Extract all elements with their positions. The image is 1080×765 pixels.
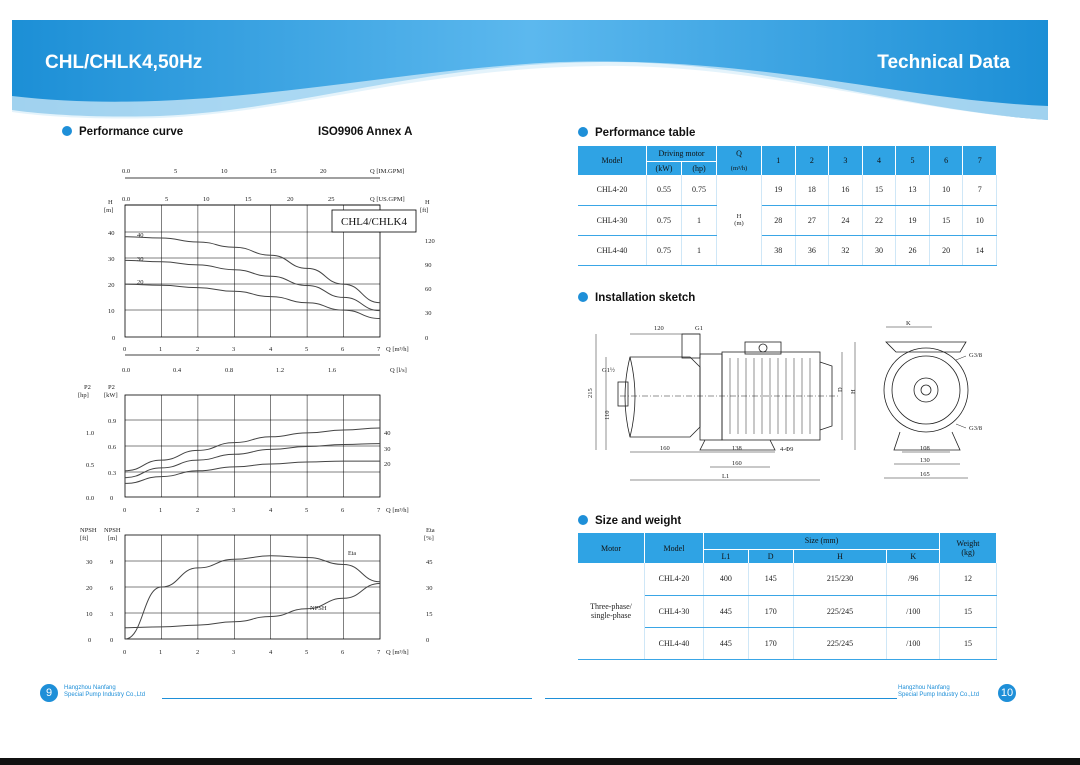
svg-text:0: 0: [123, 649, 127, 656]
svg-text:5: 5: [305, 507, 309, 514]
svg-text:0.0: 0.0: [122, 367, 131, 374]
svg-text:[kW]: [kW]: [104, 392, 118, 399]
svg-text:Q [m³/h]: Q [m³/h]: [386, 507, 409, 514]
svg-text:H: H: [108, 199, 113, 206]
pt-row: CHL4-40 0.75 1 38 36 32 30 26 20 14: [578, 235, 997, 265]
svg-text:10: 10: [203, 196, 210, 203]
svg-text:G3/8: G3/8: [969, 352, 982, 359]
svg-text:3: 3: [232, 507, 236, 514]
svg-text:5: 5: [174, 168, 178, 175]
header-right-title: Technical Data: [877, 52, 1010, 73]
footer-left-company: Hangzhou Nanfang Special Pump Industry Co.,Ltd: [64, 685, 146, 698]
hq-curve-labels: [137, 232, 144, 286]
pt-row: CHL4-20 0.55 0.75 H (m) 19 18 16 15 13 10 7: [578, 175, 997, 205]
svg-text:2: 2: [196, 507, 200, 514]
svg-text:165: 165: [920, 471, 930, 478]
header-left-title: CHL/CHLK4,50Hz: [45, 52, 203, 73]
svg-text:120: 120: [654, 325, 664, 332]
svg-text:[m]: [m]: [108, 535, 118, 542]
svg-text:4: 4: [269, 346, 273, 353]
svg-text:0: 0: [88, 637, 92, 644]
svg-text:0: 0: [112, 335, 116, 342]
p2q-chart: [125, 395, 380, 497]
svg-text:60: 60: [425, 286, 432, 293]
svg-text:20: 20: [287, 196, 294, 203]
svg-text:P2: P2: [108, 384, 115, 391]
pump-end-view: [884, 327, 968, 478]
svg-text:0: 0: [110, 637, 114, 644]
svg-text:0.5: 0.5: [86, 462, 95, 469]
svg-text:7: 7: [377, 649, 381, 656]
hq-axes-text: [104, 168, 435, 374]
pt-q-header: Q: [717, 146, 762, 161]
svg-text:0.0: 0.0: [86, 495, 95, 502]
pt-driving-motor: Driving motor: [647, 146, 717, 161]
performance-curves: [70, 160, 450, 660]
svg-text:160: 160: [660, 445, 670, 452]
svg-text:4-Φ9: 4-Φ9: [780, 446, 794, 453]
bullet-icon: [578, 292, 588, 302]
svg-text:15: 15: [270, 168, 277, 175]
svg-text:NPSH: NPSH: [104, 527, 121, 534]
hq-chart: [125, 178, 380, 355]
svg-text:30: 30: [108, 256, 115, 263]
svg-text:0.3: 0.3: [108, 470, 117, 477]
svg-text:L1: L1: [722, 473, 730, 480]
bullet-icon: [62, 126, 72, 136]
svg-text:0: 0: [426, 637, 430, 644]
svg-text:45: 45: [426, 559, 433, 566]
svg-text:90: 90: [425, 262, 432, 269]
size-row: CHL4-30 445 170 225/245 /100 15: [578, 595, 997, 627]
svg-text:40: 40: [108, 230, 115, 237]
svg-text:6: 6: [341, 346, 345, 353]
svg-text:1.0: 1.0: [86, 430, 95, 437]
svg-text:40: 40: [137, 232, 144, 239]
svg-text:NPSH: NPSH: [80, 527, 97, 534]
svg-text:1: 1: [159, 346, 163, 353]
svg-text:D: D: [837, 387, 844, 392]
bullet-icon: [578, 515, 588, 525]
svg-text:9: 9: [110, 559, 114, 566]
svg-text:4: 4: [269, 649, 273, 656]
svg-text:Q [l/s]: Q [l/s]: [390, 367, 407, 374]
svg-text:Eta: Eta: [348, 551, 356, 557]
svg-text:[ft]: [ft]: [80, 535, 89, 542]
svg-text:7: 7: [377, 346, 381, 353]
svg-text:G1: G1: [695, 325, 703, 332]
svg-text:6: 6: [341, 507, 345, 514]
pump-side-view: [596, 334, 855, 480]
curve-40: [125, 237, 380, 303]
svg-text:[%]: [%]: [424, 535, 434, 542]
svg-text:20: 20: [137, 279, 144, 286]
footer-right-company: Hangzhou Nanfang Special Pump Industry Co.,Ltd: [898, 685, 980, 698]
svg-text:Eta: Eta: [426, 527, 435, 534]
model-label-box: [332, 210, 416, 232]
svg-text:0.0: 0.0: [122, 196, 131, 203]
svg-text:20: 20: [320, 168, 327, 175]
standard-label: ISO9906 Annex A: [318, 126, 413, 138]
install-heading: Installation sketch: [578, 292, 695, 304]
curve-40: [125, 428, 380, 471]
size-heading: Size and weight: [578, 515, 681, 527]
svg-text:4: 4: [269, 507, 273, 514]
svg-text:6: 6: [110, 585, 114, 592]
perf-curve-heading: Performance curve: [62, 126, 183, 138]
svg-text:110: 110: [604, 410, 611, 420]
svg-text:Q [IM.GPM]: Q [IM.GPM]: [370, 168, 405, 175]
curve-20: [125, 284, 380, 318]
svg-text:0: 0: [123, 346, 127, 353]
svg-text:0.4: 0.4: [173, 367, 182, 374]
svg-text:G3/8: G3/8: [969, 425, 982, 432]
svg-text:3: 3: [232, 649, 236, 656]
svg-text:0.8: 0.8: [225, 367, 234, 374]
size-weight-table: Motor Model Size (mm) Weight (kg) L1 D H K Three-phase/ single-phase CHL4-20 400 145 215/230 /96 12 CHL4-30 445 170 225/245 /100 15 CHL4-40 445 170 225/245 /100 15: [578, 533, 997, 660]
p2q-curves: [125, 428, 380, 483]
svg-text:30: 30: [425, 310, 432, 317]
hq-curves: [125, 237, 380, 319]
bottom-bar: [0, 758, 1080, 765]
svg-text:215: 215: [587, 388, 594, 398]
svg-text:G1½: G1½: [602, 367, 615, 374]
svg-text:3: 3: [232, 346, 236, 353]
svg-text:20: 20: [108, 282, 115, 289]
svg-text:10: 10: [86, 611, 93, 618]
svg-text:Q [US.GPM]: Q [US.GPM]: [370, 196, 405, 203]
svg-text:NPSH: NPSH: [310, 605, 327, 612]
svg-text:20: 20: [86, 585, 93, 592]
svg-text:5: 5: [305, 649, 309, 656]
svg-text:[ft]: [ft]: [420, 207, 429, 214]
footer-right-rule: [545, 698, 897, 699]
svg-text:0.6: 0.6: [108, 444, 117, 451]
svg-text:6: 6: [341, 649, 345, 656]
svg-text:120: 120: [425, 238, 435, 245]
svg-text:15: 15: [426, 611, 433, 618]
svg-text:0: 0: [123, 507, 127, 514]
performance-table: Model Driving motor Q 1 2 3 4 5 6 7 (kW) (hp) (m³/h) CHL4-20 0.55 0.75 H (m) 19 18 16 15 13 10 7 CHL4-30 0.75 1 28 27 24 22 19 15 10 CHL4-40 0.75 1 38 36 32 30 26 20 14: [578, 146, 997, 266]
svg-text:40: 40: [384, 430, 391, 437]
pt-model-header: Model: [578, 146, 647, 175]
svg-text:0.0: 0.0: [122, 168, 131, 175]
pt-row: CHL4-30 0.75 1 28 27 24 22 19 15 10: [578, 205, 997, 235]
p2q-axes-text: [78, 384, 409, 514]
svg-text:108: 108: [920, 445, 930, 452]
perf-table-heading: Performance table: [578, 127, 695, 139]
page-number-left: 9: [40, 684, 58, 702]
svg-text:30: 30: [426, 585, 433, 592]
npsh-eta-curves: [125, 556, 380, 639]
svg-text:1.2: 1.2: [276, 367, 285, 374]
svg-text:1: 1: [159, 507, 163, 514]
svg-text:10: 10: [108, 308, 115, 315]
svg-text:Q [m³/h]: Q [m³/h]: [386, 346, 409, 353]
svg-text:10: 10: [221, 168, 228, 175]
footer-left-rule: [162, 698, 532, 699]
size-row: CHL4-40 445 170 225/245 /100 15: [578, 627, 997, 659]
svg-text:2: 2: [196, 346, 200, 353]
size-row: Three-phase/ single-phase CHL4-20 400 145 215/230 /96 12: [578, 563, 997, 595]
curve-npsh: [125, 584, 380, 628]
svg-text:P2: P2: [84, 384, 91, 391]
curve-30: [125, 444, 380, 478]
npsh-eta-axes-text: [80, 527, 435, 656]
svg-text:1.6: 1.6: [328, 367, 337, 374]
svg-text:H: H: [425, 199, 430, 206]
svg-text:2: 2: [196, 649, 200, 656]
svg-text:Q [m³/h]: Q [m³/h]: [386, 649, 409, 656]
svg-text:K: K: [906, 320, 911, 327]
svg-text:30: 30: [86, 559, 93, 566]
svg-text:0: 0: [110, 495, 114, 502]
pt-h-cell: H (m): [717, 175, 762, 265]
svg-text:H: H: [850, 389, 857, 394]
svg-text:[m]: [m]: [104, 207, 114, 214]
installation-sketch: [580, 312, 1000, 492]
svg-text:160: 160: [732, 460, 742, 467]
svg-text:25: 25: [328, 196, 335, 203]
svg-text:CHL4/CHLK4: CHL4/CHLK4: [341, 216, 407, 228]
svg-text:7: 7: [377, 507, 381, 514]
svg-text:0: 0: [425, 335, 429, 342]
svg-text:5: 5: [165, 196, 169, 203]
svg-text:130: 130: [920, 457, 930, 464]
svg-text:20: 20: [384, 461, 391, 468]
svg-text:30: 30: [384, 446, 391, 453]
svg-text:138: 138: [732, 445, 742, 452]
page-number-right: 10: [998, 684, 1016, 702]
svg-text:15: 15: [245, 196, 252, 203]
svg-text:30: 30: [137, 256, 144, 263]
svg-text:[hp]: [hp]: [78, 392, 89, 399]
svg-text:5: 5: [305, 346, 309, 353]
svg-text:3: 3: [110, 611, 114, 618]
svg-text:0.9: 0.9: [108, 418, 117, 425]
bullet-icon: [578, 127, 588, 137]
svg-text:1: 1: [159, 649, 163, 656]
